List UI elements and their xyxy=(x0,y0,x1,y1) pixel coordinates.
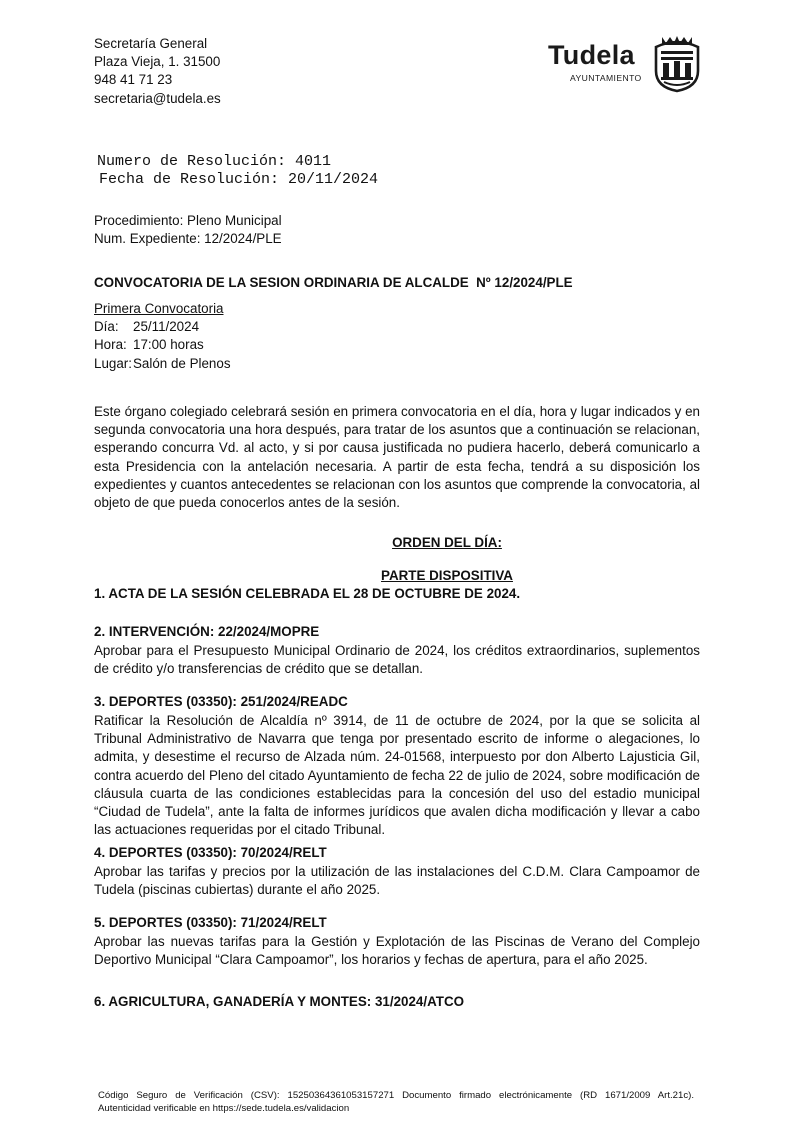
sender-line: Secretaría General xyxy=(94,36,208,51)
agenda-item-heading: 6. AGRICULTURA, GANADERÍA Y MONTES: 31/2024/ATCO xyxy=(94,994,465,1009)
agenda-item-text: Aprobar las tarifas y precios por la utilización de las instalaciones del C.D.M. Clara Campoamor de Tudela (piscinas cubiertas) durante el año 2025. xyxy=(94,864,700,898)
footer-verification xyxy=(98,1090,694,1115)
convocatoria-row xyxy=(94,318,231,336)
row-value: Salón de Plenos xyxy=(133,355,231,371)
agenda-item-heading: 5. DEPORTES (03350): 71/2024/RELT xyxy=(94,915,327,930)
row-value: 25/11/2024 xyxy=(133,319,200,335)
row-key: Lugar: xyxy=(94,355,132,371)
sender-address xyxy=(94,35,221,108)
resolution-block xyxy=(97,153,378,188)
csv-line: Código Seguro de Verificación (CSV): 15250364361053157271 Documento firmado electrónicamente (RD 1671/2009 Art.21c). xyxy=(98,1090,694,1101)
row-key: Hora: xyxy=(94,337,127,353)
agenda-item-text: Aprobar las nuevas tarifas para la Gestión y Explotación de las Piscinas de Verano del Complejo Deportivo Municipal “Clara Campoamor”, los horarios y fechas de apertura, para el año 2025. xyxy=(94,934,700,968)
coat-of-arms-icon xyxy=(652,33,702,93)
orden-heading: ORDEN DEL DÍA: xyxy=(392,535,502,550)
procedure-block xyxy=(94,212,282,248)
agenda-item-heading: 4. DEPORTES (03350): 70/2024/RELT xyxy=(94,845,327,860)
procedure-line: Procedimiento: Pleno Municipal xyxy=(94,213,282,228)
document-title: CONVOCATORIA DE LA SESION ORDINARIA DE ALCALDE Nº 12/2024/PLE xyxy=(94,275,573,290)
sender-line: Plaza Vieja, 1. 31500 xyxy=(94,54,221,70)
convocatoria-heading: Primera Convocatoria xyxy=(94,301,224,316)
sender-line: 948 41 71 23 xyxy=(94,72,173,88)
row-value: 17:00 horas xyxy=(133,337,204,353)
convocatoria-row xyxy=(94,355,231,373)
row-key: Día: xyxy=(94,319,119,335)
validation-line: Autenticidad verificable en https://sede.tudela.es/validacion xyxy=(98,1102,350,1114)
agenda-item-text: Ratificar la Resolución de Alcaldía nº 3914, de 11 de octubre de 2024, por la que se solicita al Tribunal Administrativo de Navarra que tenga por presentado escrito de informe o alegaciones, lo admita, y desestime el recurso de Alzada núm. 24-01568, interpuesto por don Alberto Lajusticia Gil, contra acuerdo del Pleno del citado Ayuntamiento de fecha 22 de julio de 2024, sobre modificación de cláusula cuarta de las condiciones establecidas para la concesión del uso del estadio municipal “Ciudad de Tudela”, ante la falta de informes jurídicos que avalen dicha modificación y llevar a cabo las actuaciones requeridas por el citado Tribunal. xyxy=(94,713,700,838)
parte-heading: PARTE DISPOSITIVA xyxy=(381,568,513,583)
agenda-item-heading: 1. ACTA DE LA SESIÓN CELEBRADA EL 28 DE OCTUBRE DE 2024. xyxy=(94,586,521,601)
logo-word: Tudela xyxy=(548,40,635,70)
sender-email: secretaria@tudela.es xyxy=(94,90,221,106)
tudela-logo xyxy=(548,33,708,93)
agenda-item-heading: 2. INTERVENCIÓN: 22/2024/MOPRE xyxy=(94,624,320,639)
resolution-number: Numero de Resolución: 4011 xyxy=(97,153,332,170)
resolution-date: Fecha de Resolución: 20/11/2024 xyxy=(99,170,379,188)
expediente-line: Num. Expediente: 12/2024/PLE xyxy=(94,231,282,247)
convocatoria-row xyxy=(94,336,231,354)
agenda-item-heading: 3. DEPORTES (03350): 251/2024/READC xyxy=(94,694,348,709)
logo-subtitle: AYUNTAMIENTO xyxy=(570,73,642,83)
convocatoria-block xyxy=(94,300,231,373)
agenda-item-text: Aprobar para el Presupuesto Municipal Ordinario de 2024, los créditos extraordinarios, suplementos de crédito y/o transferencias de crédito que se detallan. xyxy=(94,643,700,677)
intro-paragraph: Este órgano colegiado celebrará sesión en primera convocatoria en el día, hora y lugar indicados y en segunda convocatoria una hora después, para tratar de los asuntos que a continuación se relacionan, esperando concurra Vd. al acto, y si por causa justificada no pudiera hacerlo, deberá comunicarlo a esta Presidencia con la antelación necesaria. A partir de esta fecha, tendrá a su disposición los expedientes y cuantos antecedentes se relacionan con los asuntos que comprende la convocatoria, al objeto de que pueda conocerlos antes de la sesión. xyxy=(94,404,700,511)
